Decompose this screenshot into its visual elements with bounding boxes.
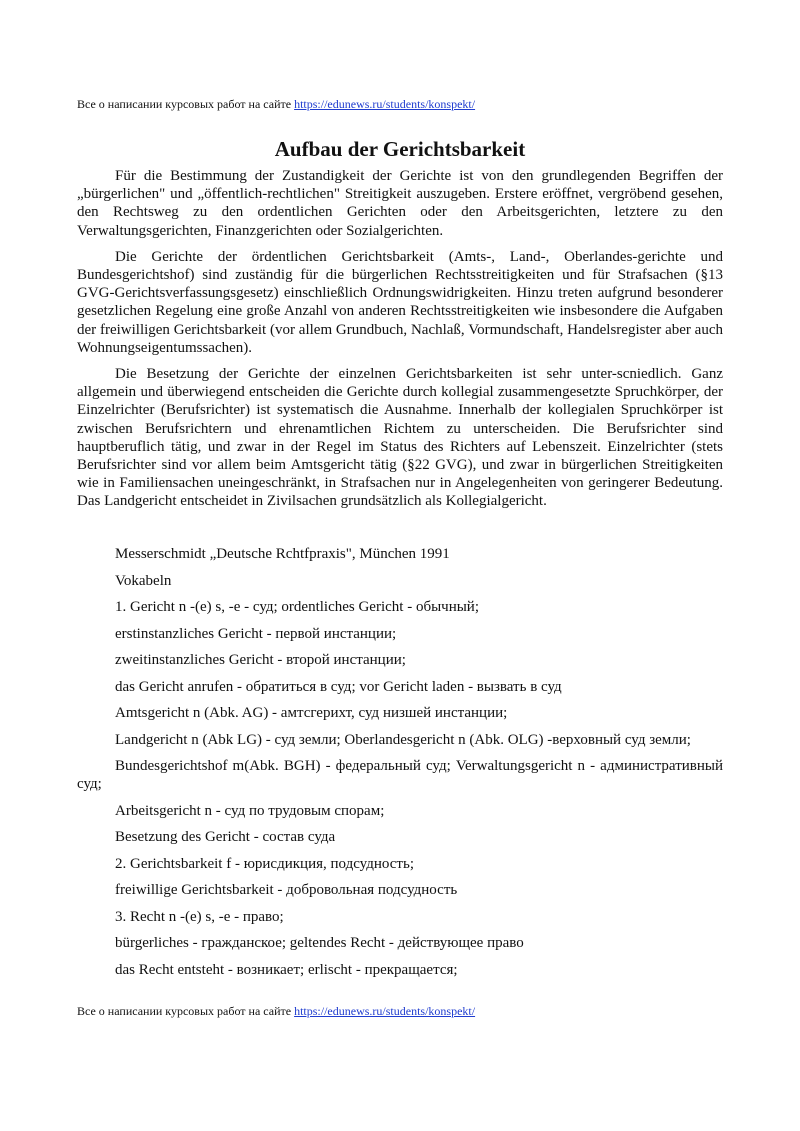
paragraph: Die Besetzung der Gerichte der einzelnen Gerichtsbarkeiten ist sehr unter-scniedlich. Ganz allgemein und überwiegend entscheiden die Gerichte durch kollegial zusammengesetzte Spruchkörper, der Einzelrichter (Berufsrichter) ist systematisch die Ausnahme. Innerhalb der kollegialen Spruchkörper ist zwischen Berufsrichtern und ehrenamtlichen Richtem zu unterscheiden. Die Berufsrichter sind hauptberuflich tätig, und zwar in der Regel im Status des Richters auf Lebenszeit. Einzelrichter (stets Berufsrichter sind vor allem beim Amtsgericht tätig (§22 GVG), und zwar in bürgerlichen Streitigkeiten wie in Familiensachen uneingeschränkt, in Strafsachen nur in Angelegenheiten von geringerer Bedeutung. Das Landgericht entscheidet in Zivilsachen grundsätzlich als Kollegialgericht.: [77, 366, 723, 510]
vocabulary-list: [77, 545, 723, 987]
vocab-line: Amtsgericht n (Abk. AG) - амтсгерихт, суд низшей инстанции;: [115, 705, 508, 721]
paragraph: Die Gerichte der ördentlichen Gerichtsbarkeit (Amts-, Land-, Oberlandes-gerichte und Bundesgerichtshof) sind zuständig für die bürgerlichen Rechtsstreitigkeiten und für Strafsachen (§13 GVG-Gerichtsverfassungsgesetz) einschließlich Ordnungswidrigkeiten. Hinzu treten aufgrund besonderer gesetzlichen Regelung eine große Anzahl von anderen Rechtsstreitigkeiten wie insbesondere die Aufgaben der freiwilligen Gerichtsbarkeit (vor allem Grundbuch, Nachlaß, Vormundschaft, Handelsregister aber auch Wohnungseigentumssachen).: [77, 248, 723, 356]
vocab-line: Besetzung des Gericht - состав суда: [115, 829, 336, 845]
page-header: [77, 97, 475, 111]
vocab-line: bürgerliches - гражданское; geltendes Recht - действующее право: [115, 935, 524, 951]
vocab-line: freiwillige Gerichtsbarkeit - добровольная подсудность: [115, 882, 458, 898]
page-footer: [77, 1004, 475, 1018]
vocab-line: 1. Gericht n -(e) s, -e - суд; ordentliches Gericht - обычный;: [115, 599, 480, 615]
vocab-line: das Gericht anrufen - обратиться в суд; vor Gericht laden - вызвать в суд: [115, 678, 562, 695]
document-title: Aufbau der Gerichtsbarkeit: [274, 137, 526, 161]
document-body: [77, 167, 723, 519]
vocab-line: 3. Recht n -(e) s, -e - право;: [115, 908, 284, 925]
vocab-line: 2. Gerichtsbarkeit f - юрисдикция, подсудность;: [115, 855, 414, 872]
vocab-line: das Recht entsteht - возникает; erlischt - прекращается;: [115, 961, 458, 978]
header-link[interactable]: https://edunews.ru/students/konspekt/: [294, 97, 476, 111]
vocab-line: Arbeitsgericht n - суд по трудовым спорам;: [115, 802, 385, 819]
footer-text: Все о написании курсовых работ на сайте: [77, 1004, 295, 1018]
vocab-line: Bundesgerichtshof m(Abk. BGH) - федеральный суд; Verwaltungsgericht n - административный суд;: [77, 758, 723, 792]
vocab-line: erstinstanzliches Gericht - первой инстанции;: [115, 625, 397, 642]
footer-link[interactable]: https://edunews.ru/students/konspekt/: [294, 1004, 476, 1018]
source-citation: Messerschmidt „Deutsche Rchtfpraxis", München 1991: [115, 546, 450, 562]
header-text: Все о написании курсовых работ на сайте: [77, 97, 295, 111]
vocab-line: zweitinstanzliches Gericht - второй инстанции;: [115, 652, 406, 668]
vocab-line: Landgericht n (Abk LG) - суд земли; Oberlandesgericht n (Abk. OLG) -верховный суд земли;: [115, 731, 691, 748]
vocabulary-heading: Vokabeln: [115, 572, 172, 589]
paragraph: Für die Bestimmung der Zustandigkeit der Gerichte ist von den grundlegenden Begriffen der „bürgerlichen" und „öffentlich-rechtlichen" Streitigkeit auszugeben. Erstere eröffnet, vergröbend gesehen, den Rechtsweg zu den ordentlichen Gerichten oder den Arbeitsgerichten, letztere zu den Verwaltungsgerichten, Finanzgerichten oder Sozialgerichten.: [77, 168, 723, 239]
